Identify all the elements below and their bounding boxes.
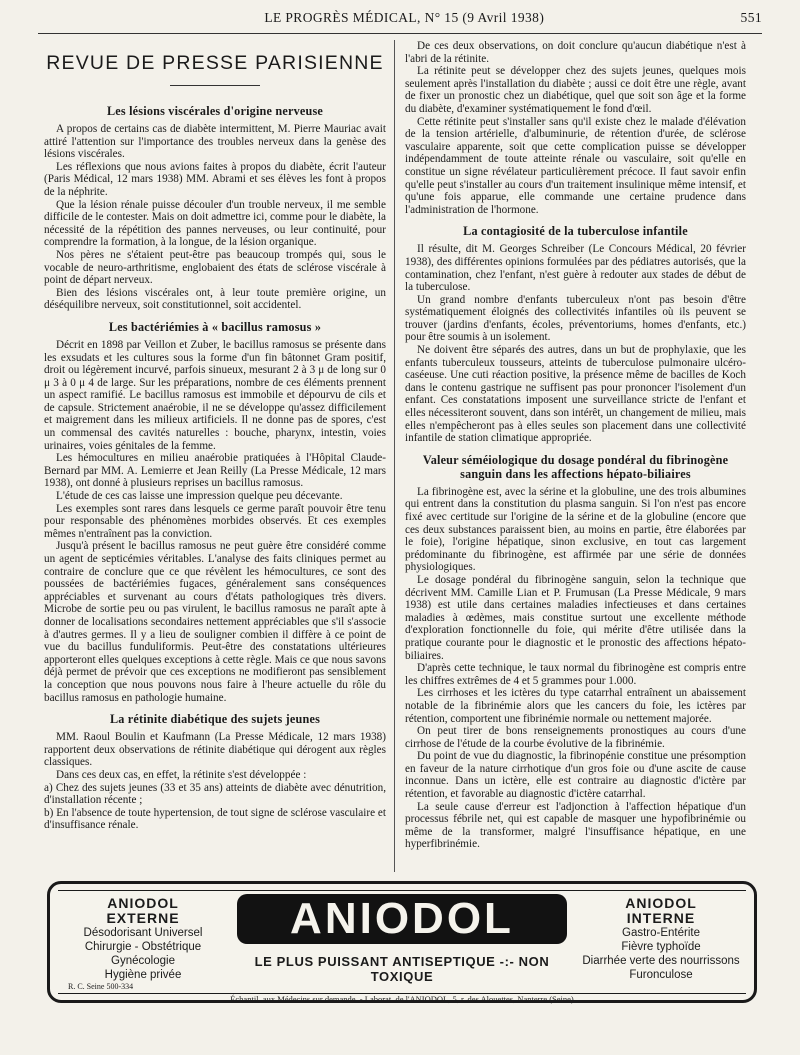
article-list-item: a) Chez des sujets jeunes (33 et 35 ans) atteints de diabète avec dénutrition, d'installation récente ; — [44, 781, 386, 807]
article-paragraph: L'étude de ces cas laisse une impression quelque peu décevante. — [56, 490, 343, 503]
article-paragraph: Les réflexions que nous avions faites à propos du diabète, écrit l'auteur (Paris Médical, 12 mars 1938) MM. Abrami et ses élèves les font à propos de la néphrite. — [44, 160, 386, 198]
ad-externe-heading: EXTERNE — [106, 910, 180, 926]
article-paragraph: Il résulte, dit M. Georges Schreiber (Le Concours Médical, 20 février 1938), des différentes opinions formulées par des pédiatres autorisés, que la contamination, chez l'enfant, n'est guère à redouter aux stades de début de la tuberculose. — [405, 243, 746, 294]
ad-interne-panel — [576, 896, 746, 982]
header-rule — [38, 33, 762, 34]
ad-interne-use: Gastro-Entérite — [622, 927, 700, 939]
ad-brand-logo — [237, 894, 567, 944]
article-paragraph: Le dosage pondéral du fibrinogène sanguin, selon la technique que décrivent MM. Camille Lian et P. Frumusan (La Presse Médicale, 9 mars 1938) est utile dans certaines maladies infectieuses et dans certaines maladies à œdèmes, mais constitue surtout une excellente méthode d'exploration fonctionnelle du foie, qui mérite d'être utilisée dans la pratique courante pour le diagnostic et le pronostic des affections hépato-biliaires. — [405, 573, 746, 662]
article-paragraph: La seule cause d'erreur est l'adjonction à l'affection hépatique d'un processus fébrile net, qui est capable de masquer une hypofibrinémie ou même de la transformer, malgré l'insuffisance hépatique, en une hyperfibrinémie. — [405, 800, 746, 851]
article-columns — [38, 40, 766, 872]
ad-externe-use: Désodorisant Universel — [83, 927, 203, 939]
ad-brand-name: ANIODOL — [290, 894, 514, 943]
running-header — [38, 10, 762, 32]
article-paragraph: De ces deux observations, on doit conclure qu'aucun diabétique n'est à l'abri de la rétinite. — [405, 40, 746, 65]
ad-externe-use: Hygiène privée — [104, 969, 182, 981]
article-title: La contagiosité de la tuberculose infantile — [463, 224, 688, 239]
ad-externe-use: Chirurgie - Obstétrique — [84, 941, 202, 953]
journal-title: LE PROGRÈS MÉDICAL, N° 15 (9 Avril 1938) — [264, 10, 545, 25]
article-title: Les bactériémies à « bacillus ramosus » — [108, 319, 322, 334]
ad-interne-use: Furonculose — [629, 969, 693, 981]
article-paragraph: Un grand nombre d'enfants tuberculeux n'ont pas besoin d'être systématiquement éloignés des collectivités infantiles où ils peuvent se trouver (jardins d'enfants, écoles, préventoriums, homes d'enfants, etc.) pour être soumis à un isolement. — [405, 293, 746, 344]
page-number: 551 — [740, 10, 762, 25]
ad-interne-use: Diarrhée verte des nourrissons — [582, 955, 740, 967]
ad-externe-use: Gynécologie — [111, 955, 175, 967]
article-paragraph: Que la lésion rénale puisse découler d'un trouble nerveux, il me semble difficile de le contester. Mais on doit admettre ici, comme pour le diabète, la nécessité de la répétition des pannes nerveuses, ou leur continuité, pour comprendre la formation, à la longue, de la lésion organique. — [44, 198, 386, 249]
right-column — [395, 40, 752, 872]
ad-tagline: LE PLUS PUISSANT ANTISEPTIQUE -:- NON TOXIQUE — [254, 954, 550, 984]
ad-externe-heading: ANIODOL — [107, 895, 179, 911]
section-title: REVUE DE PRESSE PARISIENNE — [46, 52, 384, 74]
article-paragraph: D'après cette technique, le taux normal du fibrinogène est compris entre les chiffres extrêmes de 4 et 5 grammes pour 1.000. — [405, 662, 746, 687]
article-paragraph: La fibrinogène est, avec la sérine et la globuline, une des trois albumines qui entrent dans la constitution du plasma sanguin. Si l'on n'est pas encore fixé avec certitude sur l'origine de la sérine et de la globuline (encore que ces deux substances paraissent bien, au moins en partie, être élaborées par le foie), l'origine hépatique, sinon exclusive, en tout cas largement prédominante du fibrinogène, est affirmée par une série de données physiologiques. — [405, 485, 746, 574]
ad-interne-heading: ANIODOL — [625, 895, 697, 911]
article-paragraph: Cette rétinite peut s'installer sans qu'il existe chez le malade d'élévation de la tension artérielle, d'albuminurie, de rétention d'urée, de sclérose vasculaire apparente, soit que cette complication puisse se développer indépendamment de toute atteinte rénale ou vasculaire, soit qu'elle en constitue un signe révélateur particulièrement précoce. Il faut savoir enfin qu'elle peut s'installer au cours d'un traitement insulinique même intensif, et qu'une fois apparue, elle commande une certaine prudence dans l'administration de l'hormone. — [405, 115, 746, 216]
ad-registry-ref: R. C. Seine 500-334 — [68, 982, 134, 991]
article-paragraph: Jusqu'à présent le bacillus ramosus ne peut guère être considéré comme un agent de septicémies véritables. L'analyse des faits cliniques permet au contraire de conclure que ce que révèlent les hémocultures, ce sont des poussées de bactériémies fugaces, généralement sans conséquences appréciables et survenant au cours d'états pathologiques très divers. Microbe de sortie peu ou pas virulent, le bacillus ramosus ne paraît apte à donner de localisations secondaires nettement appréciables que s'il s'associe à d'autres germes. Il y a lieu de souligner combien il diffère à ce point de vue du bacillus funduliformis. Peut-être des constatations ultérieures apporteront elles quelques exceptions à cette règle. Mais ce que nous savons déjà permet de prévoir que ces exceptions ne modifieront pas sensiblement la conception que nous pouvons nous faire à l'heure actuelle du rôle du bacillus ramosus en pathologie humaine. — [44, 540, 386, 704]
article-title: La rétinite diabétique des sujets jeunes — [109, 712, 321, 727]
article-paragraph: Dans ces deux cas, en effet, la rétinite s'est développée : — [56, 768, 307, 781]
left-column — [38, 40, 395, 872]
article-paragraph: A propos de certains cas de diabète intermittent, M. Pierre Mauriac avait attiré l'attention sur l'importance des troubles nerveux dans la genèse des lésions viscérales. — [44, 123, 386, 161]
article-paragraph: Les cirrhoses et les ictères du type catarrhal entraînent un abaissement notable de la fibrinémie alors que les cancers du foie, les ictères par rétention, comportent une fibrinémie normale ou nettement majorée. — [405, 687, 746, 725]
article-paragraph: Du point de vue du diagnostic, la fibrinopénie constitue une présomption en faveur de la nature cirrhotique d'un gros foie ou d'une ascite de cause inconnue. Dans un ictère, elle est contraire au diagnostic d'ictère par rétention, et favorable au diagnostic d'ictère catarrhal. — [405, 750, 746, 801]
article-paragraph: La rétinite peut se développer chez des sujets jeunes, quelques mois seulement après l'installation du diabète ; aussi ce doit être une règle, avant de fixer un pronostic chez un diabétique, quel que soit son âge et la forme du diabète, d'examiner systématiquement le fond d'œil. — [405, 65, 746, 115]
article-paragraph: Bien des lésions viscérales ont, à leur toute première origine, un déséquilibre nerveux, soit constitutionnel, soit accidentel. — [44, 286, 386, 312]
article-paragraph: Ne doivent être séparés des autres, dans un but de prophylaxie, que les enfants tuberculeux tousseurs, atteints de tuberculose pulmonaire ulcéro-caséeuse. Une cuti réaction positive, la présence même de bacilles de Koch dans le contenu gastrique ne suffisent pas pour prononcer l'isolement d'un enfant. Ces constatations imposent une surveillance stricte de l'enfant et elles nécessiteront souvent, dans son intérêt, un changement de milieu, mais elles n'empêcheront pas à elles seules son placement dans une collectivité infantile de station climatique appropriée. — [405, 344, 746, 445]
section-title-rule — [170, 85, 260, 86]
article-paragraph: Les exemples sont rares dans lesquels ce germe paraît pouvoir être tenu pour responsable des phénomènes morbides observés. Et ces exemples mêmes n'entraînent pas la conviction. — [44, 502, 386, 540]
article-paragraph: Les hémocultures en milieu anaérobie pratiquées à l'Hôpital Claude-Bernard par MM. A. Lemierre et Jean Reilly (La Presse Médicale, 12 mars 1938), ont donné à plusieurs reprises un bacillus ramosus. — [44, 452, 386, 490]
article-paragraph: On peut tirer de bons renseignements pronostiques au cours d'une cirrhose de l'étude de la courbe évolutive de la fibrinémie. — [405, 725, 746, 750]
article-title: Les lésions viscérales d'origine nerveuse — [106, 104, 324, 118]
article-paragraph: Décrit en 1898 par Veillon et Zuber, le bacillus ramosus se présente dans les exsudats et les cultures sous la forme d'un fin bâtonnet Gram positif, droit ou légèrement incurvé, parfois sinueux, mesurant 2 à 3 μ de long sur 0 μ 3 à 0 μ 4 de large. Sur les préparations, nombre de ces éléments prennent un aspect ramifié. Le bacillus ramosus est immobile et dépourvu de cils et de capsule. Strictement anaérobie, il ne se développe qu'assez difficilement et maigrement dans les milieux artificiels. Il ne donne pas de spores, c'est un commensal des cavités naturelles : bouche, pharynx, intestin, voies urinaires, voies génitales de la femme. — [44, 338, 386, 452]
article-title: Valeur séméiologique du dosage pondéral du fibrinogène sanguin dans les affections hépato-biliaires — [422, 452, 729, 481]
article-paragraph: MM. Raoul Boulin et Kaufmann (La Presse Médicale, 12 mars 1938) rapportent deux observations de rétinite diabétique qui dérogent aux règles classiques. — [44, 731, 386, 769]
ad-externe-panel — [58, 896, 228, 991]
ad-interne-heading: INTERNE — [626, 910, 696, 926]
ad-interne-use: Fièvre typhoïde — [621, 941, 701, 953]
ad-border-top — [58, 890, 746, 891]
article-list-item: b) En l'absence de toute hypertension, de tout signe de sclérose vasculaire et d'insuffisance rénale. — [44, 806, 386, 832]
article-paragraph: Nos pères ne s'étaient peut-être pas beaucoup trompés qui, sous le vocable de neuro-arthritisme, englobaient des états de sclérose viscérale à point de départ nerveux. — [44, 248, 386, 287]
ad-footer: Échantil. aux Médecins sur demande. - Laborat. de l'ANIODOL, 5, r. des Alouettes, Nanterre (Seine) — [230, 994, 574, 1004]
aniodol-advertisement — [47, 881, 757, 1003]
ad-brand-panel — [228, 892, 576, 1004]
